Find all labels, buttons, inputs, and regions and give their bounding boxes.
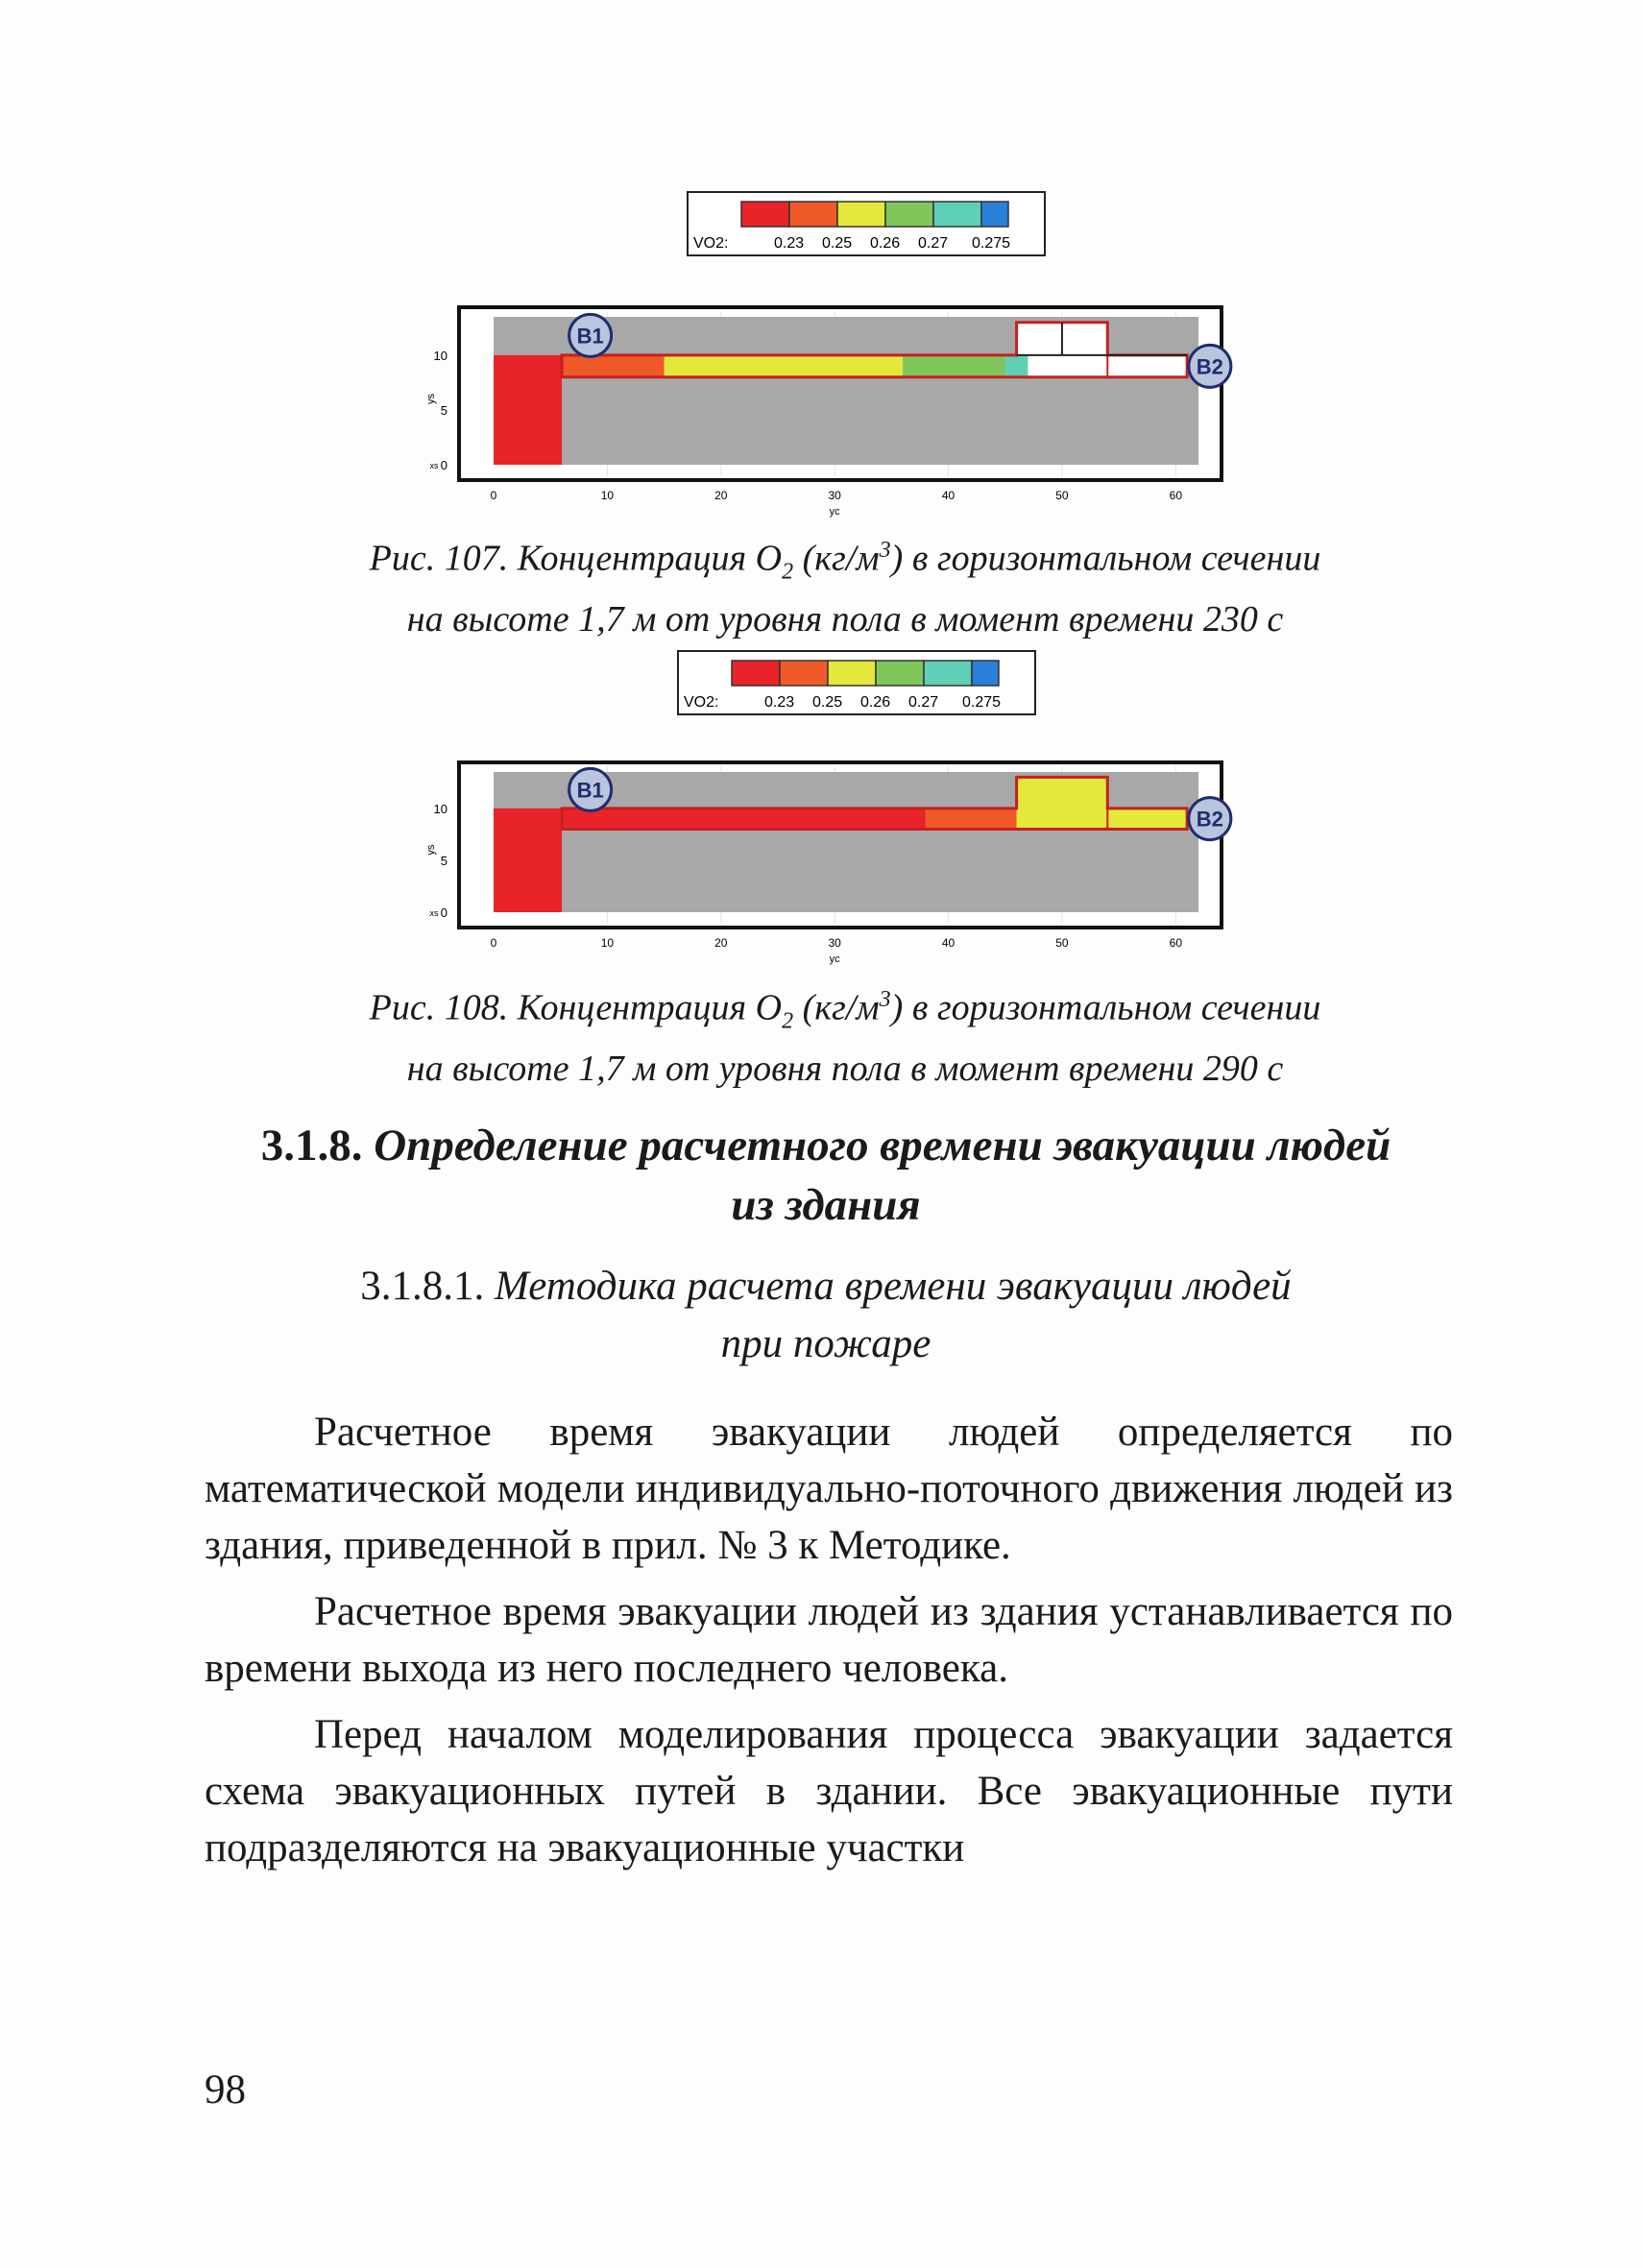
x-tick-label: 50 <box>1055 489 1069 502</box>
figure-108 <box>0 641 1645 987</box>
exit-label: B1 <box>576 324 604 349</box>
paragraph: Расчетное время эвакуации людей определяется по математической модели индивидуально-поточного движения людей из здания, приведенной в прил. № 3 к Методике. <box>205 1410 1453 1568</box>
x-tick-label: 40 <box>941 489 956 502</box>
paragraph: Расчетное время эвакуации людей из здания устанавливается по времени выхода из него последнего человека. <box>205 1589 1453 1691</box>
legend-swatch <box>972 661 999 686</box>
legend-tick: 0.27 <box>908 694 939 711</box>
legend-swatch <box>981 202 1008 227</box>
x-tick-label: 50 <box>1055 936 1069 950</box>
section-title-1: Определение расчетного времени эвакуации людей <box>374 1121 1391 1170</box>
exit-label: B2 <box>1196 807 1223 832</box>
legend-tick: 0.23 <box>764 694 795 711</box>
x-tick-label: 30 <box>828 489 841 502</box>
subsection-title-2: при пожаре <box>720 1321 931 1366</box>
legend-swatch <box>741 202 789 227</box>
legend-label: VO2: <box>693 235 729 252</box>
origin-label: xs <box>429 908 439 918</box>
section-heading-line-1 <box>154 1116 1498 1175</box>
paragraph: Перед началом моделирования процесса эвакуации задается схема эвакуационных путей в здании. Все эвакуационные пути подразделяются на эвакуационные участки <box>205 1712 1453 1870</box>
section-title-2: из здания <box>731 1180 921 1230</box>
legend-tick: 0.27 <box>918 235 949 252</box>
page-number: 98 <box>205 2067 246 2112</box>
figure-107-caption <box>192 526 1498 643</box>
caption-line-2: на высоте 1,7 м от уровня пола в момент времени 290 с <box>406 1049 1284 1090</box>
x-tick-label: 60 <box>1169 936 1183 950</box>
figure-108-caption <box>192 976 1498 1093</box>
section-number: 3.1.8. <box>260 1121 363 1170</box>
legend-tick: 0.275 <box>962 694 1002 711</box>
x-tick-label: 10 <box>600 489 615 502</box>
subsection-heading-line-1 <box>154 1258 1498 1315</box>
subsection-number: 3.1.8.1. <box>360 1264 485 1309</box>
legend-swatch <box>933 202 981 227</box>
legend-swatch <box>885 202 933 227</box>
legend-tick: 0.25 <box>812 694 843 711</box>
y-tick-label: 0 <box>440 458 448 472</box>
heatmap-zone <box>903 355 1005 377</box>
subsection-title-1: Методика расчета времени эвакуации людей <box>495 1264 1292 1309</box>
legend-swatch <box>732 661 780 686</box>
legend-tick: 0.25 <box>822 235 853 252</box>
body-text <box>205 1404 1453 1886</box>
x-axis-label: yc <box>829 953 840 965</box>
legend-swatch <box>789 202 837 227</box>
x-tick-label: 0 <box>490 489 497 502</box>
y-tick-label: 0 <box>440 905 448 920</box>
heatmap-zone <box>562 808 926 830</box>
x-tick-label: 10 <box>600 936 615 950</box>
heatmap-zone <box>926 808 1017 830</box>
legend-swatch <box>828 661 876 686</box>
x-tick-label: 0 <box>490 936 497 950</box>
heatmap-zone <box>494 808 562 912</box>
x-tick-label: 20 <box>714 489 728 502</box>
heatmap-zone <box>1017 808 1188 830</box>
color-legend <box>678 651 1035 714</box>
heatmap-zone <box>494 355 562 465</box>
y-tick-label: 5 <box>440 402 448 418</box>
figure-107 <box>0 0 1645 547</box>
section-heading <box>154 1116 1498 1235</box>
heatmap-zone <box>562 355 665 377</box>
color-legend <box>688 192 1045 255</box>
x-tick-label: 30 <box>828 936 841 950</box>
exit-label: B1 <box>576 778 604 803</box>
y-tick-label: 10 <box>433 348 448 363</box>
y-tick-label: 10 <box>433 801 448 816</box>
subsection-heading <box>154 1258 1498 1373</box>
x-tick-label: 40 <box>941 936 956 950</box>
y-axis-label: ys <box>425 394 437 405</box>
x-tick-label: 20 <box>714 936 728 950</box>
heatmap-zone <box>1005 355 1028 377</box>
legend-label: VO2: <box>684 694 719 711</box>
legend-swatch <box>924 661 972 686</box>
x-tick-label: 60 <box>1169 489 1183 502</box>
x-axis-label: yc <box>829 506 840 518</box>
heatmap-zone <box>665 355 904 377</box>
legend-tick: 0.23 <box>774 235 805 252</box>
y-axis-label: ys <box>425 844 437 856</box>
origin-label: xs <box>429 461 439 470</box>
heatmap-zone <box>1017 777 1108 808</box>
exit-label: B2 <box>1196 354 1223 379</box>
legend-tick: 0.26 <box>860 694 891 711</box>
legend-tick: 0.275 <box>972 235 1011 252</box>
caption-line-1: Рис. 108. Концентрация $O_2$ $(кг/м^3)$ в горизонтальном сечении <box>369 987 1321 1034</box>
legend-swatch <box>780 661 828 686</box>
caption-line-1: Рис. 107. Концентрация $O_2$ $(кг/м^3)$ в горизонтальном сечении <box>369 538 1321 585</box>
y-tick-label: 5 <box>440 853 448 868</box>
caption-line-2: на высоте 1,7 м от уровня пола в момент времени 230 с <box>406 599 1284 640</box>
legend-swatch <box>837 202 885 227</box>
legend-tick: 0.26 <box>870 235 901 252</box>
legend-swatch <box>876 661 924 686</box>
